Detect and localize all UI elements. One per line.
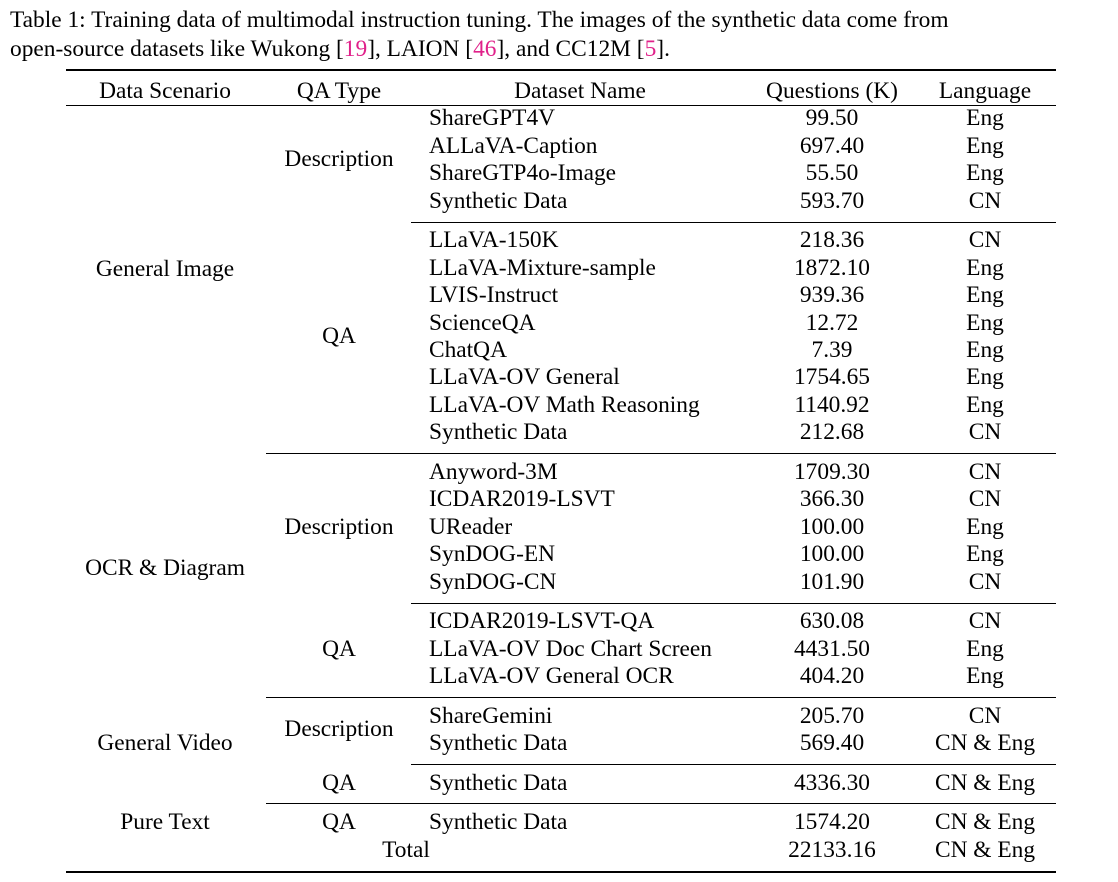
language-cell: CN	[968, 419, 1002, 445]
questions-cell: 939.36	[799, 282, 865, 308]
dataset-name-cell: Synthetic Data	[429, 770, 568, 796]
dataset-name-cell: ICDAR2019-LSVT-QA	[429, 608, 655, 634]
scenario-label: Pure Text	[120, 809, 210, 835]
qa-type-label: QA	[322, 323, 356, 349]
language-cell: Eng	[966, 282, 1004, 308]
total-questions: 22133.16	[788, 837, 876, 863]
questions-cell: 366.30	[799, 486, 865, 512]
table-caption	[10, 6, 1110, 64]
header-language: Language	[938, 78, 1032, 104]
dataset-name-cell: LVIS-Instruct	[429, 282, 559, 308]
dataset-name-cell: ShareGTP4o-Image	[429, 160, 617, 186]
scenario-label: General Video	[97, 730, 233, 756]
dataset-name-cell: Anyword-3M	[429, 459, 558, 485]
questions-cell: 697.40	[799, 133, 865, 159]
scenario-label: General Image	[95, 256, 235, 282]
language-cell: Eng	[966, 310, 1004, 336]
table-rule	[411, 764, 1056, 765]
caption-text: Table 1: Training data of multimodal instruction tuning. The images of the synthetic data come from	[10, 7, 949, 33]
qa-type-label: QA	[322, 770, 356, 796]
dataset-name-cell: SynDOG-CN	[429, 569, 557, 595]
language-cell: CN	[968, 486, 1002, 512]
table-rule	[266, 697, 1056, 698]
questions-cell: 100.00	[799, 514, 865, 540]
caption-text: ].	[656, 36, 670, 62]
language-cell: Eng	[966, 337, 1004, 363]
language-cell: Eng	[966, 160, 1004, 186]
dataset-name-cell: UReader	[429, 514, 513, 540]
table-rule	[411, 603, 1056, 604]
language-cell: Eng	[966, 514, 1004, 540]
questions-cell: 593.70	[799, 188, 865, 214]
questions-cell: 212.68	[799, 419, 865, 445]
questions-cell: 630.08	[799, 608, 865, 634]
caption-text: ], and CC12M [	[496, 36, 645, 62]
questions-cell: 1140.92	[794, 392, 870, 418]
language-cell: Eng	[966, 133, 1004, 159]
dataset-name-cell: LLaVA-Mixture-sample	[429, 255, 656, 281]
language-cell: CN & Eng	[934, 730, 1036, 756]
language-cell: CN	[968, 703, 1002, 729]
dataset-name-cell: LLaVA-OV General	[429, 364, 620, 390]
questions-cell: 4336.30	[793, 770, 871, 796]
language-cell: CN	[968, 608, 1002, 634]
header-data-scenario: Data Scenario	[99, 78, 231, 104]
language-cell: Eng	[966, 636, 1004, 662]
questions-cell: 100.00	[799, 541, 865, 567]
citation-link-19[interactable]: 19	[343, 36, 368, 62]
questions-cell: 99.50	[805, 105, 859, 131]
questions-cell: 7.39	[811, 337, 853, 363]
dataset-name-cell: Synthetic Data	[429, 188, 568, 214]
citation-link-46[interactable]: 46	[473, 36, 497, 62]
dataset-name-cell: LLaVA-150K	[429, 227, 559, 253]
questions-cell: 205.70	[799, 703, 865, 729]
language-cell: Eng	[966, 105, 1004, 131]
questions-cell: 12.72	[805, 310, 859, 336]
qa-type-label: Description	[284, 146, 394, 172]
language-cell: Eng	[966, 663, 1004, 689]
questions-cell: 101.90	[799, 569, 865, 595]
questions-cell: 55.50	[805, 160, 859, 186]
language-cell: CN & Eng	[934, 770, 1036, 796]
qa-type-label: Description	[284, 514, 394, 540]
questions-cell: 4431.50	[793, 636, 871, 662]
language-cell: Eng	[966, 255, 1004, 281]
dataset-name-cell: SynDOG-EN	[429, 541, 556, 567]
language-cell: CN	[968, 227, 1002, 253]
dataset-name-cell: ALLaVA-Caption	[429, 133, 598, 159]
dataset-name-cell: ScienceQA	[429, 310, 536, 336]
dataset-name-cell: Synthetic Data	[429, 730, 568, 756]
table-rule	[266, 803, 1056, 804]
table-rule	[411, 222, 1056, 223]
total-label: Total	[382, 837, 430, 863]
language-cell: Eng	[966, 541, 1004, 567]
scenario-label: OCR & Diagram	[85, 555, 245, 581]
dataset-name-cell: Synthetic Data	[429, 419, 568, 445]
dataset-name-cell: LLaVA-OV Math Reasoning	[429, 392, 700, 418]
dataset-name-cell: ChatQA	[429, 337, 507, 363]
dataset-name-cell: LLaVA-OV Doc Chart Screen	[429, 636, 712, 662]
total-language: CN & Eng	[934, 837, 1036, 863]
language-cell: Eng	[966, 364, 1004, 390]
dataset-name-cell: ShareGemini	[429, 703, 553, 729]
language-cell: CN	[968, 188, 1002, 214]
header-qa-type: QA Type	[296, 78, 382, 104]
top-rule	[66, 69, 1056, 71]
questions-cell: 569.40	[799, 730, 865, 756]
header-questions: Questions (K)	[766, 78, 898, 104]
qa-type-label: Description	[284, 716, 394, 742]
qa-type-label: QA	[322, 636, 356, 662]
language-cell: CN & Eng	[934, 809, 1036, 835]
citation-link-5[interactable]: 5	[644, 36, 657, 62]
header-dataset-name: Dataset Name	[514, 78, 646, 104]
questions-cell: 218.36	[799, 227, 865, 253]
qa-type-label: QA	[322, 809, 356, 835]
caption-text: ], LAION [	[367, 36, 474, 62]
dataset-name-cell: ICDAR2019-LSVT	[429, 486, 615, 512]
questions-cell: 1709.30	[793, 459, 871, 485]
language-cell: CN	[968, 459, 1002, 485]
questions-cell: 1872.10	[793, 255, 871, 281]
caption-line-2	[10, 35, 1110, 64]
bottom-rule	[66, 871, 1056, 873]
questions-cell: 1574.20	[793, 809, 871, 835]
caption-text: open-source datasets like Wukong [	[10, 36, 344, 62]
questions-cell: 1754.65	[793, 364, 871, 390]
dataset-name-cell: ShareGPT4V	[429, 105, 556, 131]
dataset-name-cell: Synthetic Data	[429, 809, 568, 835]
table-rule	[266, 453, 1056, 454]
language-cell: Eng	[966, 392, 1004, 418]
dataset-name-cell: LLaVA-OV General OCR	[429, 663, 674, 689]
language-cell: CN	[968, 569, 1002, 595]
table-rule	[66, 105, 1056, 106]
questions-cell: 404.20	[799, 663, 865, 689]
caption-line-1	[10, 6, 1110, 35]
